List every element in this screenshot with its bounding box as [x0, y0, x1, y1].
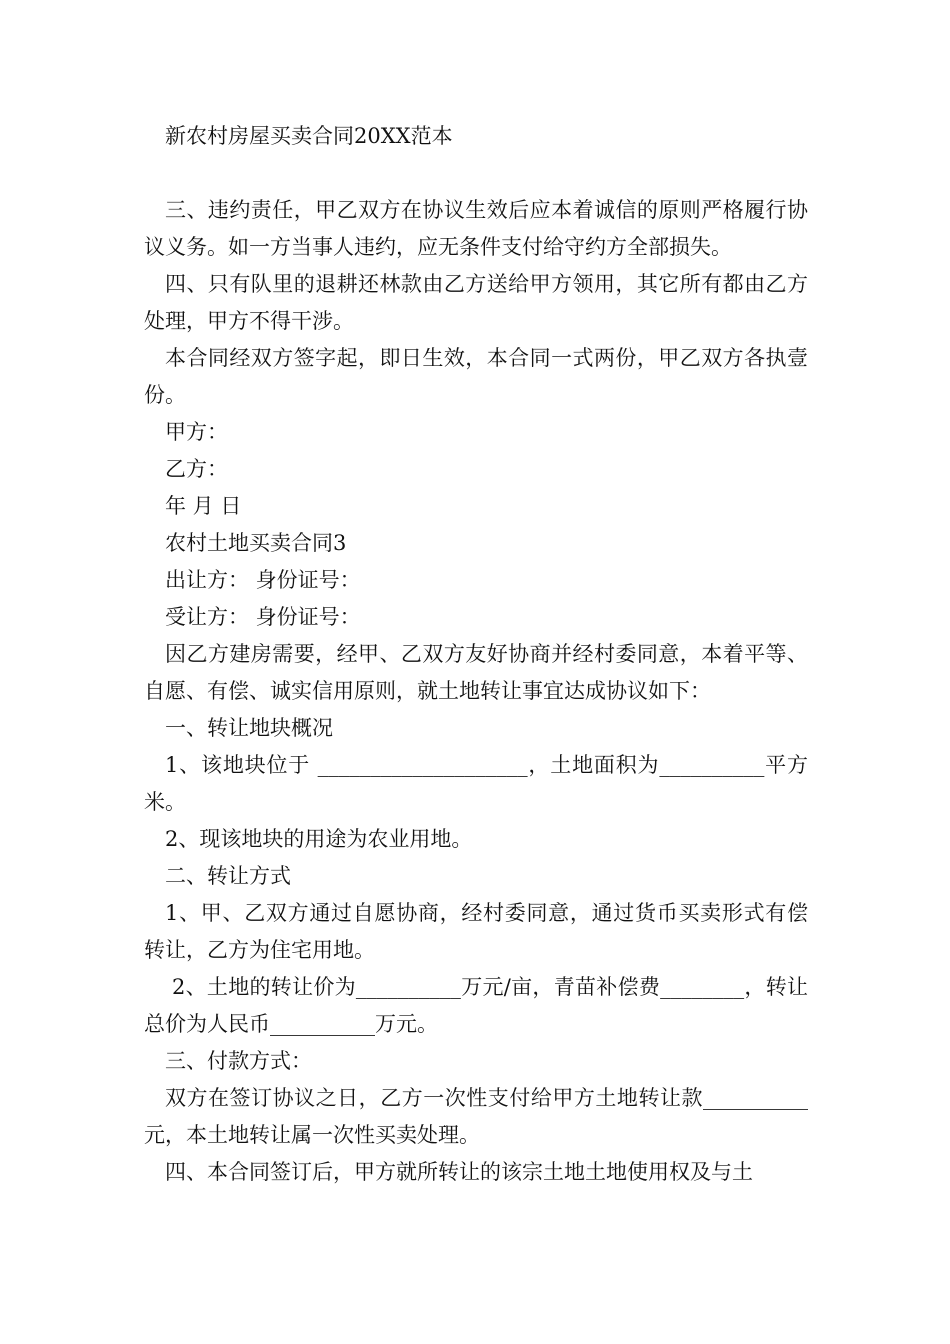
transferor-line: 出让方： 身份证号： — [165, 568, 361, 592]
heading-payment-method: 三、付款方式： — [165, 1049, 312, 1073]
date-line: 年 月 日 — [165, 494, 242, 518]
heading-land-overview: 一、转让地块概况 — [165, 716, 333, 740]
paragraph-transfer-method: 1、甲、乙双方通过自愿协商，经村委同意，通过货币买卖形式有偿转让，乙方为住宅用地。 — [144, 901, 808, 962]
transferee-line: 受让方： 身份证号： — [165, 605, 361, 629]
party-a-signature-label: 甲方： — [165, 420, 228, 444]
party-b-signature-label: 乙方： — [165, 457, 228, 481]
paragraph-effective-clause: 本合同经双方签字起，即日生效，本合同一式两份，甲乙双方各执壹份。 — [144, 346, 808, 407]
document-title: 新农村房屋买卖合同20XX范本 — [165, 124, 453, 148]
paragraph-reforestation-fund: 四、只有队里的退耕还林款由乙方送给甲方领用，其它所有都由乙方处理，甲方不得干涉。 — [144, 272, 808, 333]
heading-transfer-method: 二、转让方式 — [165, 864, 291, 888]
paragraph-agreement-intro: 因乙方建房需要，经甲、乙双方友好协商并经村委同意，本着平等、自愿、有偿、诚实信用原则，就土地转让事宜达成协议如下： — [144, 642, 808, 703]
paragraph-land-location: 1、该地块位于 ____________________，土地面积为__________平方米。 — [144, 753, 808, 814]
paragraph-payment-terms: 双方在签订协议之日，乙方一次性支付给甲方土地转让款__________元，本土地转让属一次性买卖处理。 — [144, 1086, 808, 1147]
section-title-land-contract: 农村土地买卖合同3 — [165, 531, 347, 555]
paragraph-land-usage: 2、现该地块的用途为农业用地。 — [165, 827, 473, 851]
paragraph-post-signing: 四、本合同签订后，甲方就所转让的该宗土地土地使用权及与土 — [165, 1160, 753, 1184]
paragraph-transfer-price: 2、土地的转让价为__________万元/亩，青苗补偿费________，转让总价为人民币__________万元。 — [144, 975, 808, 1036]
document-body — [144, 192, 808, 1191]
paragraph-breach-liability: 三、违约责任，甲乙双方在协议生效后应本着诚信的原则严格履行协议义务。如一方当事人违约，应无条件支付给守约方全部损失。 — [144, 198, 808, 259]
